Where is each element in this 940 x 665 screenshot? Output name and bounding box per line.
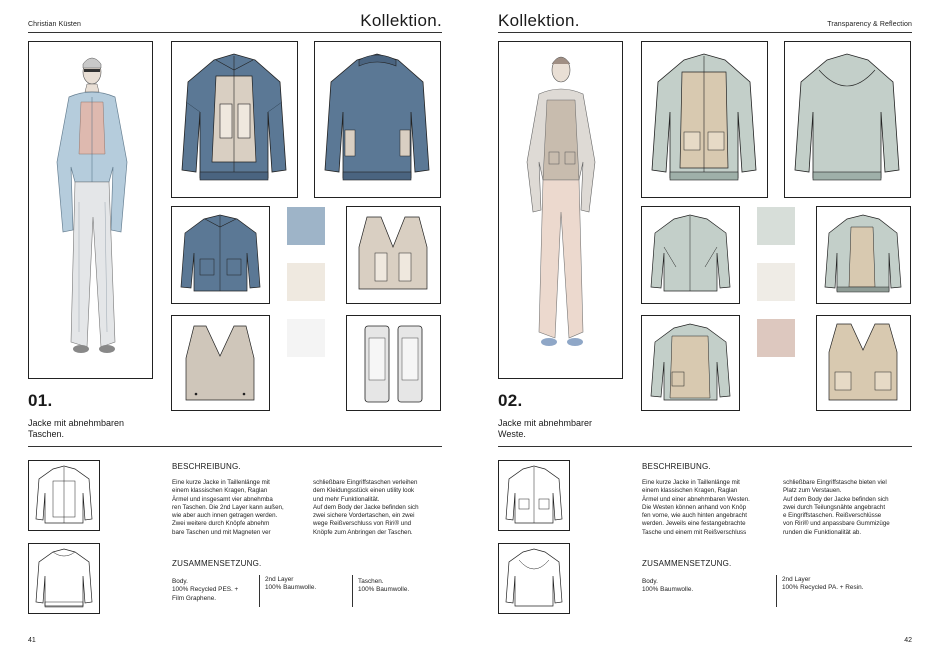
header-rule [498,32,912,33]
comp-line: 100% Baumwolle. [265,584,317,592]
subtitle-line: Jacke mit abnehmbaren [28,418,125,428]
page-title: Kollektion. [498,11,580,30]
tech-flat-back-frame [28,543,100,614]
jacket-small-flat-frame [171,206,270,304]
fashion-illustration-frame [498,41,623,379]
text-line: zwei sichere Vordertaschen, ein zwei [313,512,415,520]
page-title: Kollektion. [360,11,442,30]
fabric-swatch-rose [757,319,795,357]
comp-line: 100% Baumwolle. [358,586,410,594]
fashion-illustration-frame [28,41,153,379]
comp-line: 100% Recycled PES. + [172,586,239,594]
jacket-vest-combo-sketch [642,316,739,410]
text-line: und mehr Funktionalität. [313,495,380,503]
text-line: Ärmel und insgesamt vier abnehmba [172,495,273,503]
look-number: 01. [28,391,53,410]
comp-line: 2nd Layer [782,576,811,583]
text-line: Knöpfe zum Anbringen der Taschen. [313,528,413,536]
composition-divider [352,575,353,607]
comp-line: 2nd Layer [265,576,294,583]
header-rule [28,32,442,33]
fashion-figure-illustration [499,42,622,378]
subtitle-line: Weste. [498,429,526,439]
text-line: von Riri® und anpassbare Gummizüge [783,520,890,528]
text-line: Auf dem Body der Jacke befinden sich [313,503,419,511]
detachable-panel-frame [171,315,270,411]
tech-flat-back-frame [498,543,570,614]
vest-frame [816,315,911,411]
collection-theme: Transparency & Reflection [827,21,912,28]
jacket-side-frame [816,206,911,304]
description-heading: BESCHREIBUNG. [172,462,241,471]
jacket-vest-combo-frame [641,315,740,411]
jacket-front-flat-frame [641,41,768,198]
composition-second-layer [782,576,912,593]
jacket-back-flat-sketch [785,42,910,197]
description-column-2 [313,479,443,537]
jacket-with-vest-sketch [817,207,910,303]
jacket-back-flat-frame [784,41,911,198]
page-number: 42 [904,637,912,644]
text-line: runden die Funktionalität ab. [783,528,862,536]
pockets-frame [346,315,441,411]
text-line: wege Reißverschluss von Riri® und [313,520,412,528]
fabric-swatch-sage [757,207,795,245]
description-heading: BESCHREIBUNG. [642,462,711,471]
composition-body [642,578,762,595]
comp-line: Body. [642,578,658,585]
jacket-front-flat-frame [171,41,298,198]
text-line: Eine kurze Jacke in Taillenlänge mit [172,479,270,486]
composition-divider [776,575,777,607]
tech-flat-front-frame [498,460,570,531]
subtitle-line: Taschen. [28,429,65,439]
text-line: Zwei weitere durch Knöpfe abnehm [172,520,270,528]
comp-line: Taschen. [358,578,384,585]
section-rule [498,446,912,447]
text-line: fen vorne, wie auch hinten angebracht [642,512,747,520]
composition-heading: ZUSAMMENSETZUNG. [172,559,262,568]
section-rule [28,446,442,447]
comp-line: Film Graphene. [172,594,217,602]
text-line: dem Kleidungsstück einen utility look [313,487,415,495]
fabric-swatch-denim [287,207,325,245]
tech-flat-back-sketch [29,544,99,613]
detachable-vest-sketch [817,316,910,410]
composition-heading: ZUSAMMENSETZUNG. [642,559,732,568]
text-line: Tasche und einem mit Reißverschluss [642,528,747,536]
text-line: schließbare Eingriffstaschen verleihen [313,479,418,486]
comp-line: 100% Baumwolle. [642,586,694,594]
detachable-pockets-sketch [347,316,440,410]
text-line: e Eingriffstaschen. Reißverschlüsse [783,512,882,520]
text-line: schließbare Eingriffstasche bieten viel [783,479,887,486]
text-line: Eine kurze Jacke in Taillenlänge mit [642,479,740,486]
detachable-panel-sketch [172,316,269,410]
tech-flat-back-sketch [499,544,569,613]
text-line: einem klassischen Kragen, Raglan [642,487,738,495]
composition-pockets [358,578,442,595]
subtitle-line: Jacke mit abnehmbarer [498,418,593,428]
second-layer-sketch [347,207,440,303]
description-column-1 [642,479,777,537]
jacket-front-flat-sketch [172,42,297,197]
look-subtitle [498,418,592,440]
composition-body [172,578,256,603]
description-column-2 [783,479,913,537]
tech-flat-front-sketch [499,461,569,530]
description-column-1 [172,479,307,537]
fashion-figure-illustration [29,42,152,378]
jacket-without-vest-sketch [642,207,739,303]
jacket-back-flat-sketch [315,42,440,197]
text-line: wie aber auch innen getragen werden. [172,512,278,520]
text-line: Auf dem Body der Jacke befinden sich [783,495,889,503]
look-number: 02. [498,391,523,410]
text-line: Platz zum Verstauen. [783,487,842,495]
page-number: 41 [28,637,36,644]
composition-divider [259,575,260,607]
comp-line: Body. [172,578,188,585]
jacket-back-flat-frame [314,41,441,198]
fabric-swatch-ecru [757,263,795,301]
layer-front-frame [346,206,441,304]
fabric-swatch-white [287,319,325,357]
text-line: bare Taschen und mit Magneten ver [172,528,271,536]
text-line: Ärmel und einer abnehmbaren Westen. [642,495,750,503]
text-line: werden. Jeweils eine festangebrachte [642,520,746,528]
jacket-front-flat-sketch [642,42,767,197]
text-line: einem klassischen Kragen, Raglan [172,487,268,495]
tech-flat-front-sketch [29,461,99,530]
look-subtitle [28,418,124,440]
text-line: ren Taschen. Die 2nd Layer kann außen, [172,503,284,511]
tech-flat-front-frame [28,460,100,531]
comp-line: 100% Recycled PA. + Resin. [782,584,864,592]
text-line: zwei durch Teilungsnähte angebracht [783,503,886,511]
composition-second-layer [265,576,349,593]
fabric-swatch-beige [287,263,325,301]
right-page [470,0,940,665]
jacket-small-flat-frame [641,206,740,304]
author-name: Christian Küsten [28,21,81,28]
text-line: Die Westen können anhand von Knöp [642,503,747,511]
jacket-without-layer-sketch [172,207,269,303]
